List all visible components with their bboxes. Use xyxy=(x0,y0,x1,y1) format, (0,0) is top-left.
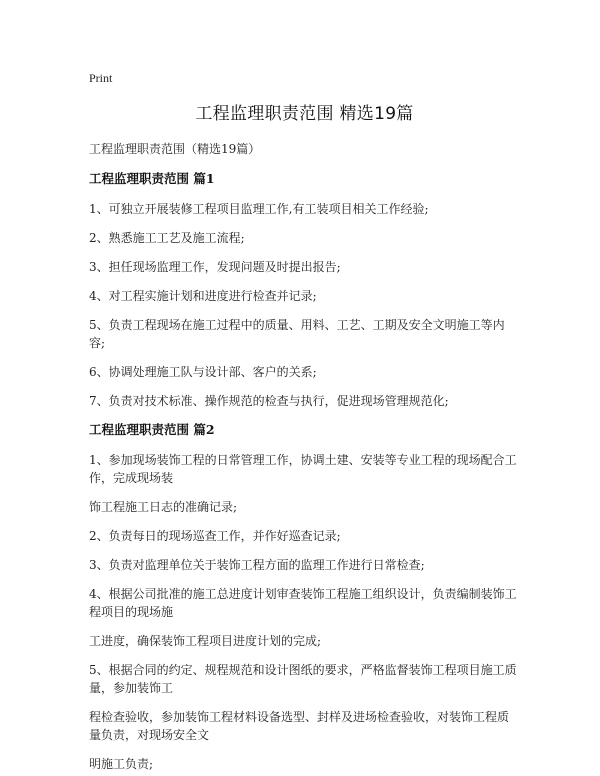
section1-item-6: 6、协调处理施工队与设计部、客户的关系; xyxy=(89,365,317,379)
section2-item-4: 4、根据公司批准的施工总进度计划审查装饰工程施工组织设计，负责编制装饰工程项目的现场施 xyxy=(89,587,517,619)
section2-item-2: 2、负责每日的现场巡查工作，并作好巡查记录; xyxy=(89,529,341,543)
section-heading-1: 工程监理职责范围 篇1 xyxy=(89,171,215,186)
section2-item-5: 5、根据合同的约定、规程规范和设计图纸的要求，严格监督装饰工程项目施工质量，参加装饰工 xyxy=(89,663,517,695)
section2-item-5-continued: 程检查验收，参加装饰工程材料设备选型、封样及进场检查验收，对装饰工程质量负责，对现场安全文 xyxy=(89,710,510,742)
section1-item-1: 1、可独立开展装修工程项目监理工作,有工装项目相关工作经验; xyxy=(89,202,429,216)
document-subtitle: 工程监理职责范围（精选19篇） xyxy=(89,142,261,156)
page-title: 工程监理职责范围 精选19篇 xyxy=(195,104,414,124)
section2-item-1: 1、参加现场装饰工程的日常管理工作，协调土建、安装等专业工程的现场配合工作，完成现场装 xyxy=(89,453,517,485)
section1-item-3: 3、担任现场监理工作，发现问题及时提出报告; xyxy=(89,260,341,274)
section2-item-4-continued: 工进度，确保装饰工程项目进度计划的完成; xyxy=(89,634,322,648)
section2-item-1-continued: 饰工程施工日志的准确记录; xyxy=(89,500,238,514)
section2-item-3: 3、负责对监理单位关于装饰工程方面的监理工作进行日常检查; xyxy=(89,558,425,572)
section1-item-4: 4、对工程实施计划和进度进行检查并记录; xyxy=(89,289,317,303)
section1-item-5: 5、负责工程现场在施工过程中的质量、用料、工艺、工期及安全文明施工等内容; xyxy=(89,318,505,350)
print-link[interactable]: Print xyxy=(89,71,113,85)
section1-item-2: 2、熟悉施工工艺及施工流程; xyxy=(89,231,245,245)
section1-item-7: 7、负责对技术标准、操作规范的检查与执行，促进现场管理规范化; xyxy=(89,394,449,408)
section2-item-5-end: 明施工负责; xyxy=(89,757,154,771)
section-heading-2: 工程监理职责范围 篇2 xyxy=(89,422,215,437)
